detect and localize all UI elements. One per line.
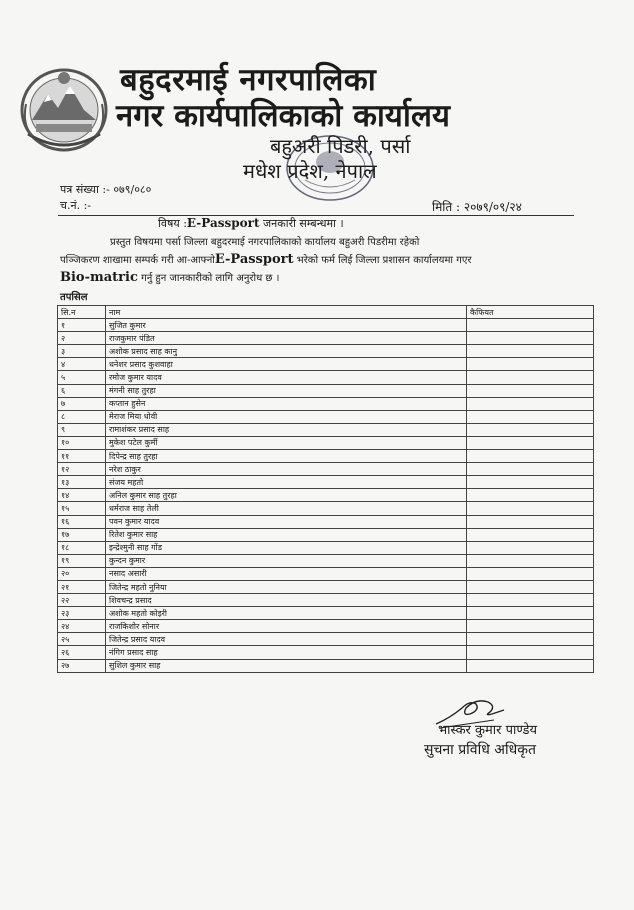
row-name: अशोक महतो कोइरी [106,607,467,620]
row-serial: २२ [58,594,106,607]
row-serial: ७ [58,397,106,410]
table-row [58,502,594,515]
table-row [58,371,594,384]
row-serial: ५ [58,371,106,384]
row-name: दिपेन्द्र साह तुरहा [106,450,467,463]
row-name: नसाद असारी [106,567,467,580]
table-row [58,463,594,476]
row-serial: २६ [58,646,106,659]
row-serial: २४ [58,620,106,633]
office-address: बहुअरी पिडरी, पर्सा [270,134,411,158]
subject-suffix: जनकारी सम्बन्धमा । [259,217,344,230]
table-row [58,620,594,633]
row-name: नंगिग प्रसाद साह [106,646,467,659]
row-serial: १४ [58,489,106,502]
row-remark [467,541,594,554]
letter-date: मिति : २०७९/०९/२४ [432,200,522,214]
row-serial: ११ [58,450,106,463]
row-name: जितेन्द्र प्रसाद यादव [106,633,467,646]
table-row [58,410,594,423]
row-remark [467,410,594,423]
row-name: रितेश कुमार साह [106,528,467,541]
subject-prefix: विषय : [158,217,187,230]
row-serial: ८ [58,410,106,423]
row-remark [467,436,594,449]
row-name: कप्तान हुसेन [106,397,467,410]
header-name: नाम [106,306,467,319]
row-remark [467,384,594,397]
row-name: अनिल कुमार साह तुरहा [106,489,467,502]
header-remark: कैफियत [467,306,594,319]
row-remark [467,450,594,463]
signatory-name: भास्कर कुमार पाण्डेय [438,723,537,738]
row-remark [467,358,594,371]
table-row [58,345,594,358]
signatory-designation: सुचना प्रविधि अधिकृत [424,742,536,758]
row-remark [467,646,594,659]
table-row [58,397,594,410]
nepal-emblem-icon [18,64,110,154]
row-serial: २ [58,332,106,345]
row-serial: १९ [58,554,106,567]
row-name: रमोज कुमार यादव [106,371,467,384]
row-name: धर्मराज साह तेली [106,502,467,515]
row-serial: २७ [58,659,106,672]
row-remark [467,502,594,515]
office-name: नगर कार्यपालिकाको कार्यालय [116,98,450,134]
row-remark [467,463,594,476]
row-serial: १ [58,319,106,332]
table-title: तपसिल [60,292,88,303]
row-name: पवन कुमार यादव [106,515,467,528]
table-row [58,580,594,593]
row-remark [467,345,594,358]
row-serial: २३ [58,607,106,620]
table-row [58,554,594,567]
row-remark [467,620,594,633]
row-name: इन्द्रेश्मुनी साह गोंड [106,541,467,554]
row-remark [467,633,594,646]
subject-highlight: E-Passport [186,216,260,230]
body-line-2-b: E-Passport [214,252,294,267]
row-serial: २५ [58,633,106,646]
table-row [58,541,594,554]
table-row [58,423,594,436]
row-serial: १७ [58,528,106,541]
row-serial: ३ [58,345,106,358]
row-name: सुजित कुमार [106,319,467,332]
row-name: राजकुमार पंडित [106,332,467,345]
row-remark [467,397,594,410]
table-row [58,332,594,345]
row-name: मेराज मिया धोवी [106,410,467,423]
body-line-3-a: Bio-matric [60,270,138,285]
row-name: राजकिशोर सोनार [106,620,467,633]
row-remark [467,332,594,345]
table-row [58,607,594,620]
row-name: जितेन्द्र महतो नुनिया [106,580,467,593]
row-name: शिवचन्द्र प्रसाद [106,594,467,607]
body-line-3-b: गर्नु हुन जानकारीको लागि अनुरोध छ । [137,273,280,284]
row-serial: १३ [58,476,106,489]
body-line-2-a: पञ्जिकरण शाखामा सम्पर्क गरी आ-आफ्नो [60,255,215,266]
row-serial: १६ [58,515,106,528]
row-remark [467,554,594,567]
row-remark [467,489,594,502]
row-name: मुकेश पटेल कुर्मी [106,436,467,449]
header-serial: सि.न [58,306,106,319]
name-list-table [57,305,594,673]
row-name: मंगनी साह तुरहा [106,384,467,397]
row-serial: १० [58,436,106,449]
body-line-2-c: भरेको फर्म लिई जिल्ला प्रशासन कार्यालयमा गएर [293,255,472,266]
subject-line [158,216,344,231]
row-remark [467,659,594,672]
row-serial: १५ [58,502,106,515]
table-row [58,528,594,541]
table-row [58,476,594,489]
table-header-row [58,306,594,319]
row-name: धनेशर प्रसाद कुशवाहा [106,358,467,371]
table-row [58,594,594,607]
row-name: रामाशंकर प्रसाद साह [106,423,467,436]
table-row [58,489,594,502]
table-row [58,633,594,646]
body-line-3 [60,270,279,285]
row-serial: २० [58,567,106,580]
row-serial: ४ [58,358,106,371]
table-row [58,384,594,397]
table-row [58,646,594,659]
table-body [58,319,594,673]
row-serial: १२ [58,463,106,476]
row-remark [467,580,594,593]
row-serial: २१ [58,580,106,593]
row-remark [467,423,594,436]
row-serial: ६ [58,384,106,397]
row-remark [467,319,594,332]
table-row [58,358,594,371]
table-row [58,450,594,463]
row-remark [467,594,594,607]
office-stamp [283,132,377,204]
table-row [58,436,594,449]
body-line-2 [60,252,471,267]
table-row [58,515,594,528]
row-serial: ९ [58,423,106,436]
row-name: संजय महतो [106,476,467,489]
row-remark [467,567,594,580]
dispatch-number: च.नं. :- [60,199,92,212]
row-name: नरेश ठाकुर [106,463,467,476]
row-name: कुन्दन कुमार [106,554,467,567]
body-line-1: प्रस्तुत विषयमा पर्सा जिल्ला बहुदरमाई नगरपालिकाको कार्यालय बहुअरी पिडरीमा रहेको [110,237,420,248]
row-remark [467,476,594,489]
row-remark [467,371,594,384]
municipality-name: बहुदरमाई नगरपालिका [120,62,377,98]
office-province: मधेश प्रदेश, नेपाल [243,159,377,183]
row-name: सुशिल कुमार साह [106,659,467,672]
row-serial: १८ [58,541,106,554]
table-row [58,319,594,332]
row-remark [467,515,594,528]
letter-number: पत्र संख्या :- ०७९/०८० [60,183,152,196]
row-name: अशोक प्रसाद साह कानु [106,345,467,358]
table-row [58,567,594,580]
table-row [58,659,594,672]
row-remark [467,528,594,541]
row-remark [467,607,594,620]
